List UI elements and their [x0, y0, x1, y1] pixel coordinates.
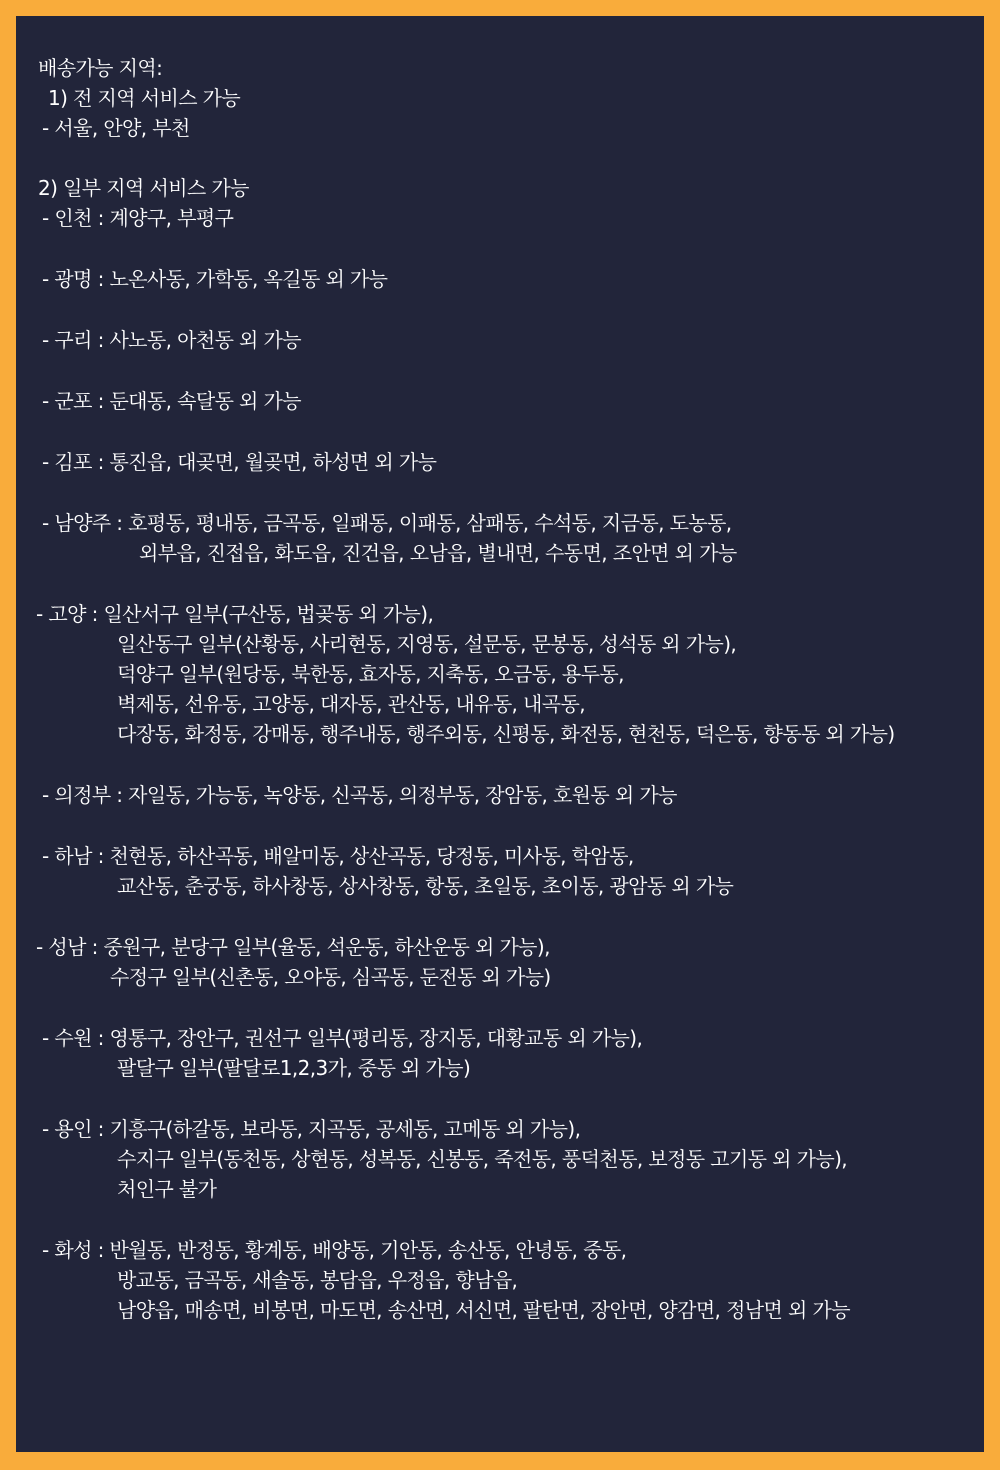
area-line: - 인천 : 계양구, 부평구 — [42, 206, 234, 230]
area-line-continued: 일산동구 일부(산황동, 사리현동, 지영동, 설문동, 문봉동, 성석동 외 가능), — [117, 632, 737, 656]
area-line: - 의정부 : 자일동, 가능동, 녹양동, 신곡동, 의정부동, 장암동, 호원동 외 가능 — [42, 783, 677, 807]
area-line: - 수원 : 영통구, 장안구, 권선구 일부(평리동, 장지동, 대황교동 외 가능), — [42, 1026, 643, 1050]
area-line-continued: 방교동, 금곡동, 새솔동, 봉담읍, 우정읍, 향남읍, — [117, 1268, 518, 1292]
area-line-continued: 처인구 불가 — [117, 1177, 217, 1201]
area-line: - 김포 : 통진읍, 대곶면, 월곶면, 하성면 외 가능 — [42, 450, 437, 474]
area-line-continued: 외부읍, 진접읍, 화도읍, 진건읍, 오남읍, 별내면, 수동면, 조안면 외 가능 — [139, 541, 737, 565]
content-panel — [16, 16, 984, 1452]
area-line: - 서울, 안양, 부천 — [42, 116, 190, 140]
area-line-continued: 벽제동, 선유동, 고양동, 대자동, 관산동, 내유동, 내곡동, — [117, 692, 585, 716]
area-line: - 군포 : 둔대동, 속달동 외 가능 — [42, 389, 301, 413]
area-line: - 고양 : 일산서구 일부(구산동, 법곶동 외 가능), — [36, 602, 434, 626]
area-line-continued: 수정구 일부(신촌동, 오야동, 심곡동, 둔전동 외 가능) — [110, 965, 551, 989]
area-line-continued: 교산동, 춘궁동, 하사창동, 상사창동, 항동, 초일동, 초이동, 광암동 외 가능 — [117, 874, 734, 898]
area-line-continued: 팔달구 일부(팔달로1,2,3가, 중동 외 가능) — [117, 1056, 471, 1080]
section-partial-areas: 2) 일부 지역 서비스 가능 — [38, 176, 249, 200]
area-line: - 남양주 : 호평동, 평내동, 금곡동, 일패동, 이패동, 삼패동, 수석동, 지금동, 도농동, — [42, 511, 732, 535]
area-line: - 화성 : 반월동, 반정동, 황계동, 배양동, 기안동, 송산동, 안녕동, 중동, — [42, 1238, 627, 1262]
area-line-continued: 수지구 일부(동천동, 상현동, 성복동, 신봉동, 죽전동, 풍덕천동, 보정동 고기동 외 가능), — [117, 1147, 848, 1171]
area-line: - 광명 : 노온사동, 가학동, 옥길동 외 가능 — [42, 267, 388, 291]
area-line-continued: 덕양구 일부(원당동, 북한동, 효자동, 지축동, 오금동, 용두동, — [117, 662, 624, 686]
area-line: - 하남 : 천현동, 하산곡동, 배알미동, 상산곡동, 당정동, 미사동, 학암동, — [42, 844, 634, 868]
area-line: - 용인 : 기흥구(하갈동, 보라동, 지곡동, 공세동, 고메동 외 가능), — [42, 1117, 581, 1141]
heading-delivery-areas: 배송가능 지역: — [38, 56, 163, 80]
section-all-areas: 1) 전 지역 서비스 가능 — [48, 86, 241, 110]
area-line: - 성남 : 중원구, 분당구 일부(율동, 석운동, 하산운동 외 가능), — [36, 935, 550, 959]
area-line-continued: 남양읍, 매송면, 비봉면, 마도면, 송산면, 서신면, 팔탄면, 장안면, 양감면, 정남면 외 가능 — [117, 1298, 850, 1322]
area-line-continued: 다장동, 화정동, 강매동, 행주내동, 행주외동, 신평동, 화전동, 현천동, 덕은동, 향동동 외 가능) — [117, 722, 895, 746]
area-line: - 구리 : 사노동, 아천동 외 가능 — [42, 328, 301, 352]
